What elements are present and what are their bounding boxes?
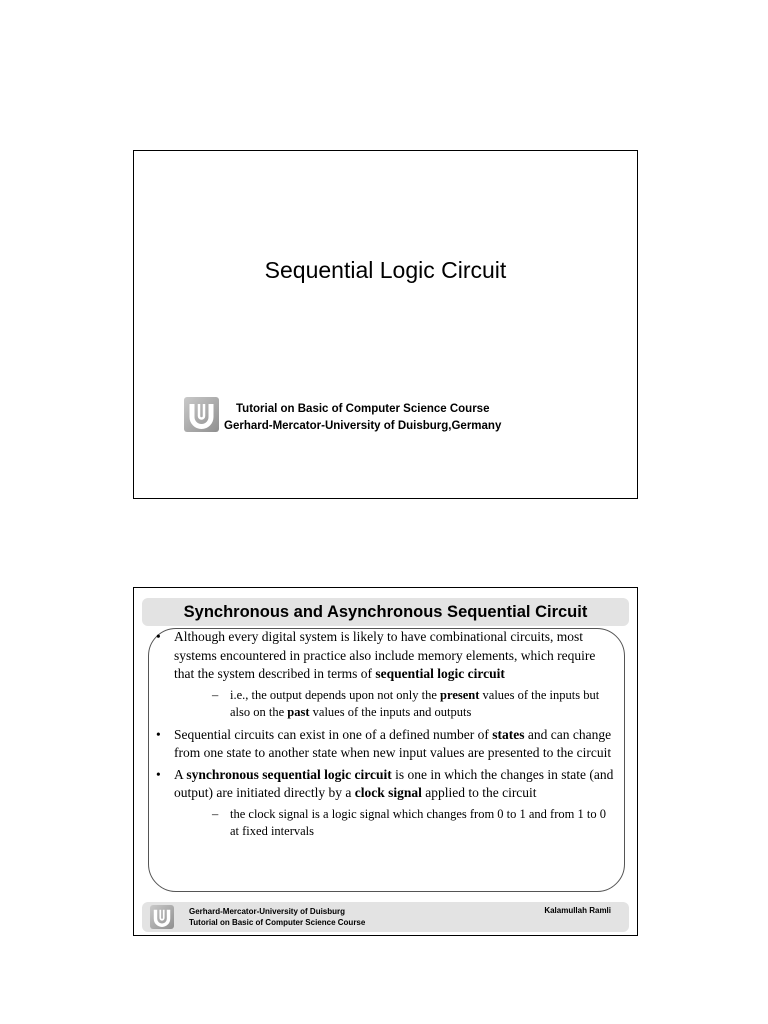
slide-footer [142,902,629,932]
bullet-emphasis: synchronous sequential logic circuit [186,766,392,782]
dash-icon: – [212,806,219,821]
bullet-text: Although every digital system is likely to have combinational circuits, most systems encountered in practice also include memory elements, which require that the system described in terms of [174,629,596,681]
bullet-icon: • [156,726,161,742]
bullet-item [156,726,616,763]
slide-heading: Synchronous and Asynchronous Sequential Circuit [142,598,629,626]
footer-university: Gerhard-Mercator-University of Duisburg [189,907,346,916]
bullet-text: Sequential circuits can exist in one of a defined number of [174,726,493,742]
sub-bullet-item [156,687,616,721]
university-logo-icon [184,397,219,432]
credit-course: Tutorial on Basic of Computer Science Course [236,403,490,415]
sub-emphasis: past [287,704,310,719]
sub-text: values of the inputs and outputs [309,704,472,719]
bullet-emphasis: states [492,726,525,742]
dash-icon: – [212,687,219,702]
bullet-item [156,766,616,803]
footer-course: Tutorial on Basic of Computer Science Course [189,918,366,927]
bullet-icon: • [156,766,161,782]
footer-source [189,906,365,928]
bullet-text: and can change from one state to another state when new input values are presented to the circuit [174,726,612,760]
university-logo-icon [150,905,174,929]
sub-text: values of the inputs but also on the [230,687,600,719]
credit-university: Gerhard-Mercator-University of Duisburg,Germany [224,420,502,432]
sub-bullet-item [156,806,616,840]
sub-text: i.e., the output depends upon not only the [230,687,441,702]
bullet-item [156,628,616,684]
bullet-text: applied to the circuit [421,785,537,800]
bullet-text: is one in which the changes in state (and output) are initiated directly by a [174,766,614,800]
bullet-emphasis: clock signal [354,785,422,800]
title-slide [133,150,638,499]
footer-author: Kalamullah Ramli [544,906,611,915]
bullet-emphasis: sequential logic circuit [375,666,505,681]
sub-emphasis: present [440,687,480,702]
bullet-icon: • [156,629,161,644]
slide-title: Sequential Logic Circuit [264,257,507,283]
content-slide [133,587,638,936]
bullet-text: A [174,766,187,782]
bullet-list [156,628,616,845]
slide-credit [224,401,501,435]
sub-text: the clock signal is a logic signal which changes from 0 to 1 and from 1 to 0 at fixed intervals [230,806,606,838]
